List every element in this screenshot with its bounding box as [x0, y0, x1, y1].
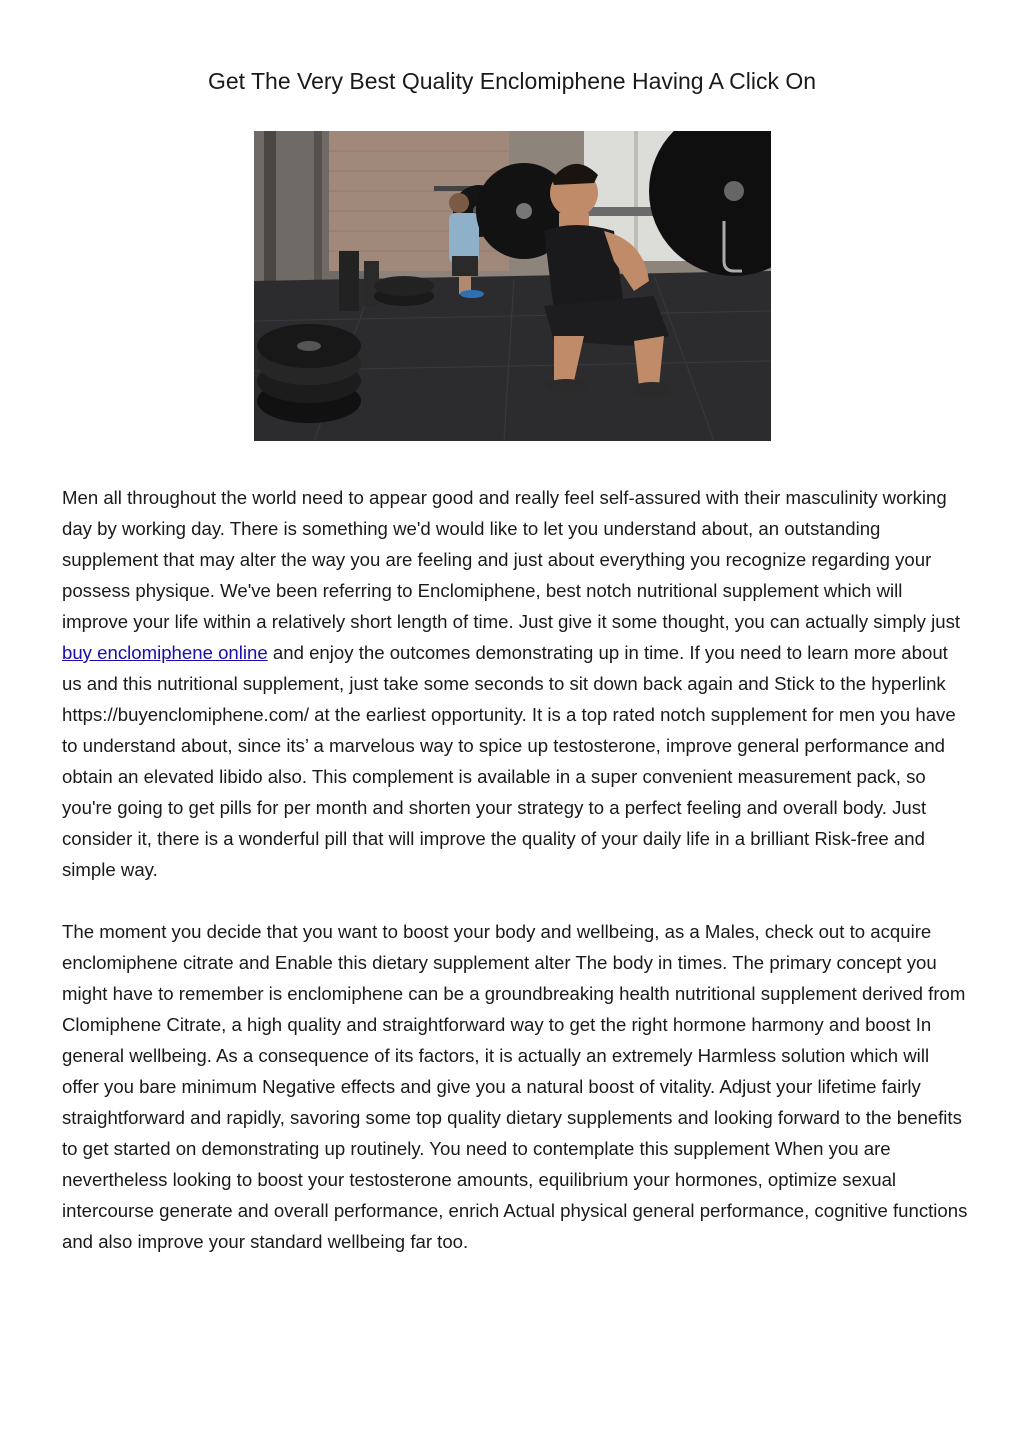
article-body	[62, 482, 968, 1288]
gym-squat-illustration	[254, 131, 771, 441]
hero-image	[254, 131, 771, 441]
buy-enclomiphene-link[interactable]: buy enclomiphene online	[62, 642, 268, 663]
page-title: Get The Very Best Quality Enclomiphene Having A Click On	[207, 68, 817, 94]
paragraph-1-text-end: and enjoy the outcomes demonstrating up in time. If you need to learn more about us and this nutritional supplement, just take some seconds to sit down back again and Stick to the hyperlink https://buyenclomiphene.com/ at the earliest opportunity. It is a top rated notch supplement for men you have to understand about, since its’ a marvelous way to spice up testosterone, improve general performance and obtain an elevated libido also. This complement is available in a super convenient measurement pack, so you're going to get pills for per month and shorten your strategy to a perfect feeling and overall body. Just consider it, there is a wonderful pill that will improve the quality of your daily life in a brilliant Risk-free and simple way.	[62, 642, 956, 880]
paragraph-1	[62, 482, 968, 885]
paragraph-1-text-start: Men all throughout the world need to appear good and really feel self-assured with their masculinity working day by working day. There is something we'd would like to let you understand about, an outstanding supplement that may alter the way you are feeling and just about everything you recognize regarding your possess physique. We've been referring to Enclomiphene, best notch nutritional supplement which will improve your life within a relatively short length of time. Just give it some thought, you can actually simply just	[62, 487, 961, 632]
paragraph-2: The moment you decide that you want to boost your body and wellbeing, as a Males, check out to acquire enclomiphene citrate and Enable this dietary supplement alter The body in times. The primary concept you might have to remember is enclomiphene can be a groundbreaking health nutritional supplement derived from Clomiphene Citrate, a high quality and straightforward way to get the right hormone harmony and boost In general wellbeing. As a consequence of its factors, it is actually an extremely Harmless solution which will offer you bare minimum Negative effects and give you a natural boost of vitality. Adjust your lifetime fairly straightforward and rapidly, savoring some top quality dietary supplements and looking forward to the benefits to get started on demonstrating up routinely. You need to contemplate this supplement When you are nevertheless looking to boost your testosterone amounts, equilibrium your hormones, optimize sexual intercourse generate and overall performance, enrich Actual physical general performance, cognitive functions and also improve your standard wellbeing far too.	[62, 921, 968, 1252]
